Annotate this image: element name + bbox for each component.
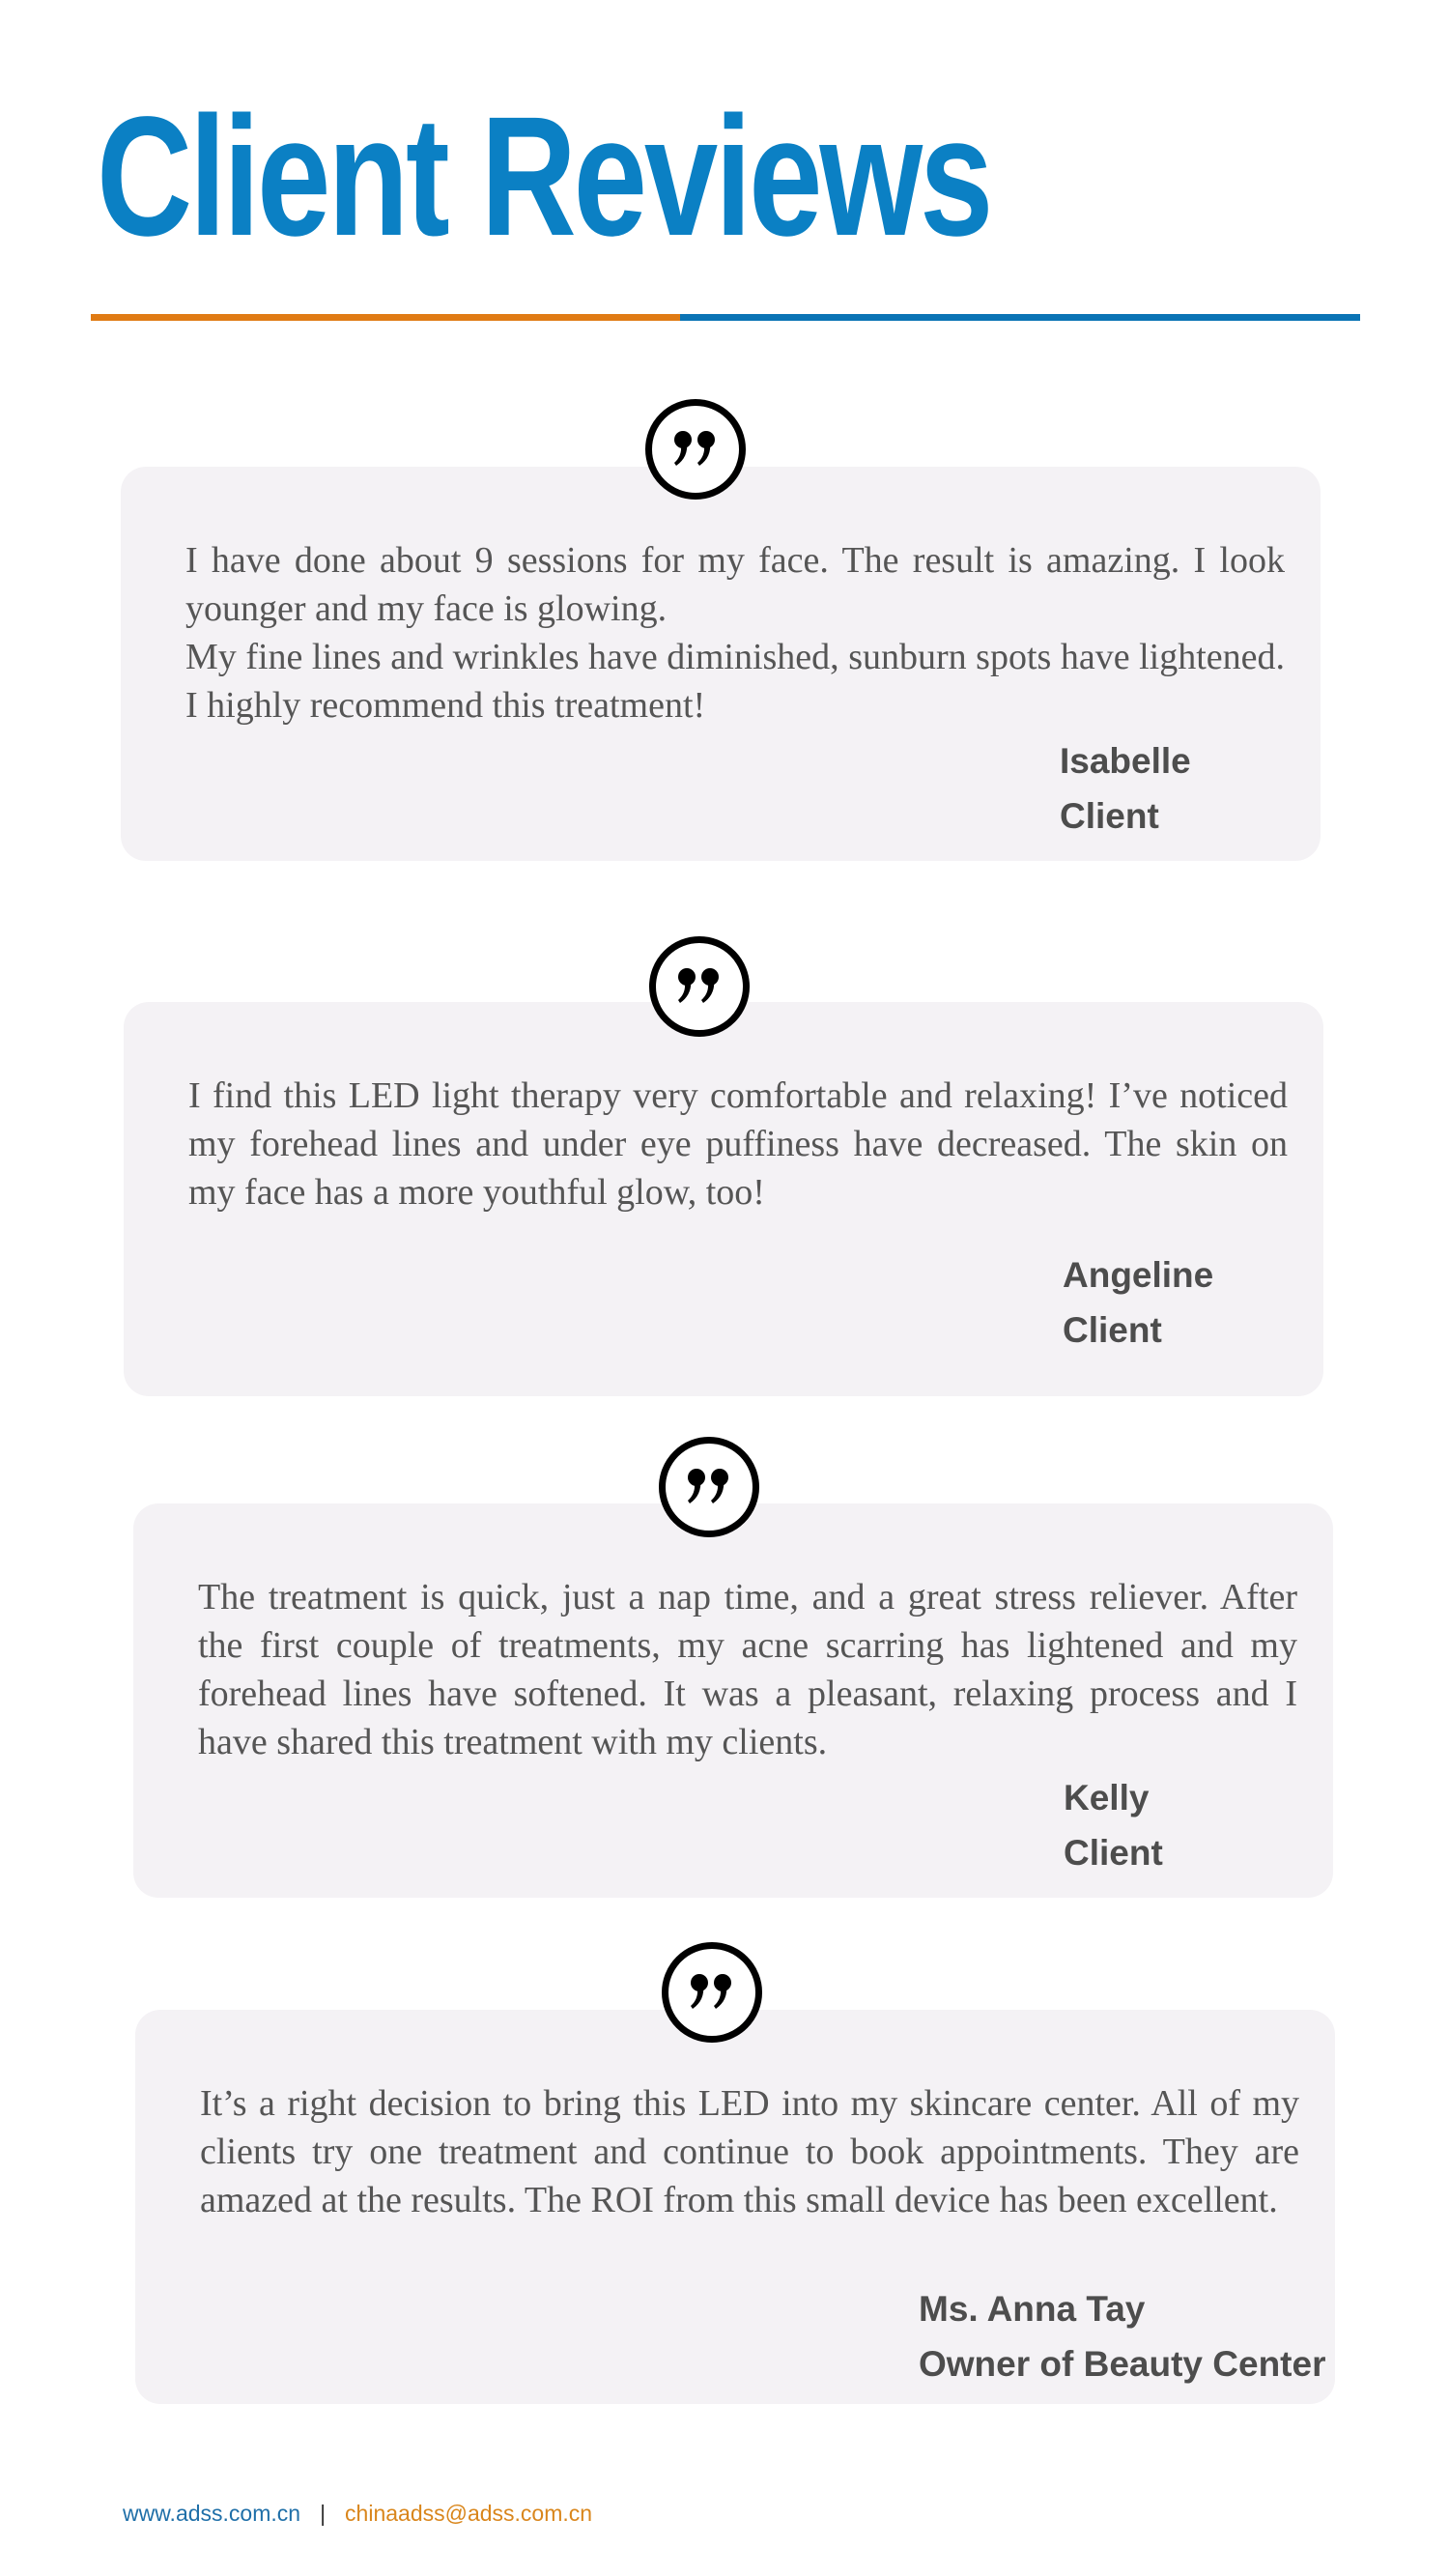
review-text: The treatment is quick, just a nap time, and a great stress reliever. After the first couple of treatments, my acne scarring has lightened and my forehead lines have softened. It was a pleasant, relaxing process and I have shared this treatment with my clients. — [198, 1577, 1297, 1762]
quote-icon — [645, 399, 746, 500]
title-divider — [91, 314, 1360, 321]
reviewer-role: Owner of Beauty Center — [919, 2344, 1326, 2384]
footer-divider: | — [320, 2501, 327, 2526]
reviewer-name: Isabelle — [1060, 741, 1191, 781]
quote-icon — [659, 1437, 759, 1537]
quote-icon — [649, 936, 750, 1037]
divider-orange-segment — [91, 314, 680, 321]
reviewer-role: Client — [1063, 1310, 1162, 1350]
review-text: I find this LED light therapy very comfortable and relaxing! I’ve noticed my forehead lines and under eye puffiness have decreased. The skin on my face has a more youthful glow, too! — [188, 1075, 1288, 1213]
reviewer-role: Client — [1064, 1833, 1163, 1873]
quote-glyph — [688, 1973, 736, 2012]
reviewer-name: Ms. Anna Tay — [919, 2289, 1146, 2329]
reviewer-role: Client — [1060, 796, 1159, 836]
review-text: I have done about 9 sessions for my face. The result is amazing. I look younger and my face is glowing. My fine lines and wrinkles have diminished, sunburn spots have lightened. I highly recommend this treatment! — [185, 540, 1285, 726]
quote-glyph — [675, 967, 724, 1006]
quote-icon — [662, 1942, 762, 2043]
reviewer-name: Angeline — [1063, 1255, 1214, 1295]
review-card — [124, 1002, 1323, 1396]
review-card — [121, 467, 1321, 861]
reviewer-name: Kelly — [1064, 1778, 1150, 1818]
quote-glyph — [671, 430, 720, 469]
divider-blue-segment — [680, 314, 1360, 321]
review-card — [135, 2010, 1335, 2404]
footer — [123, 2497, 592, 2530]
page-title: Client Reviews — [97, 82, 991, 272]
footer-email-link[interactable]: chinaadss@adss.com.cn — [345, 2501, 593, 2526]
quote-glyph — [685, 1468, 733, 1506]
review-card — [133, 1503, 1333, 1898]
footer-website-link[interactable]: www.adss.com.cn — [123, 2501, 301, 2526]
review-text: It’s a right decision to bring this LED into my skincare center. All of my clients try one treatment and continue to book appointments. They are amazed at the results. The ROI from this small device has been excellent. — [200, 2083, 1299, 2220]
